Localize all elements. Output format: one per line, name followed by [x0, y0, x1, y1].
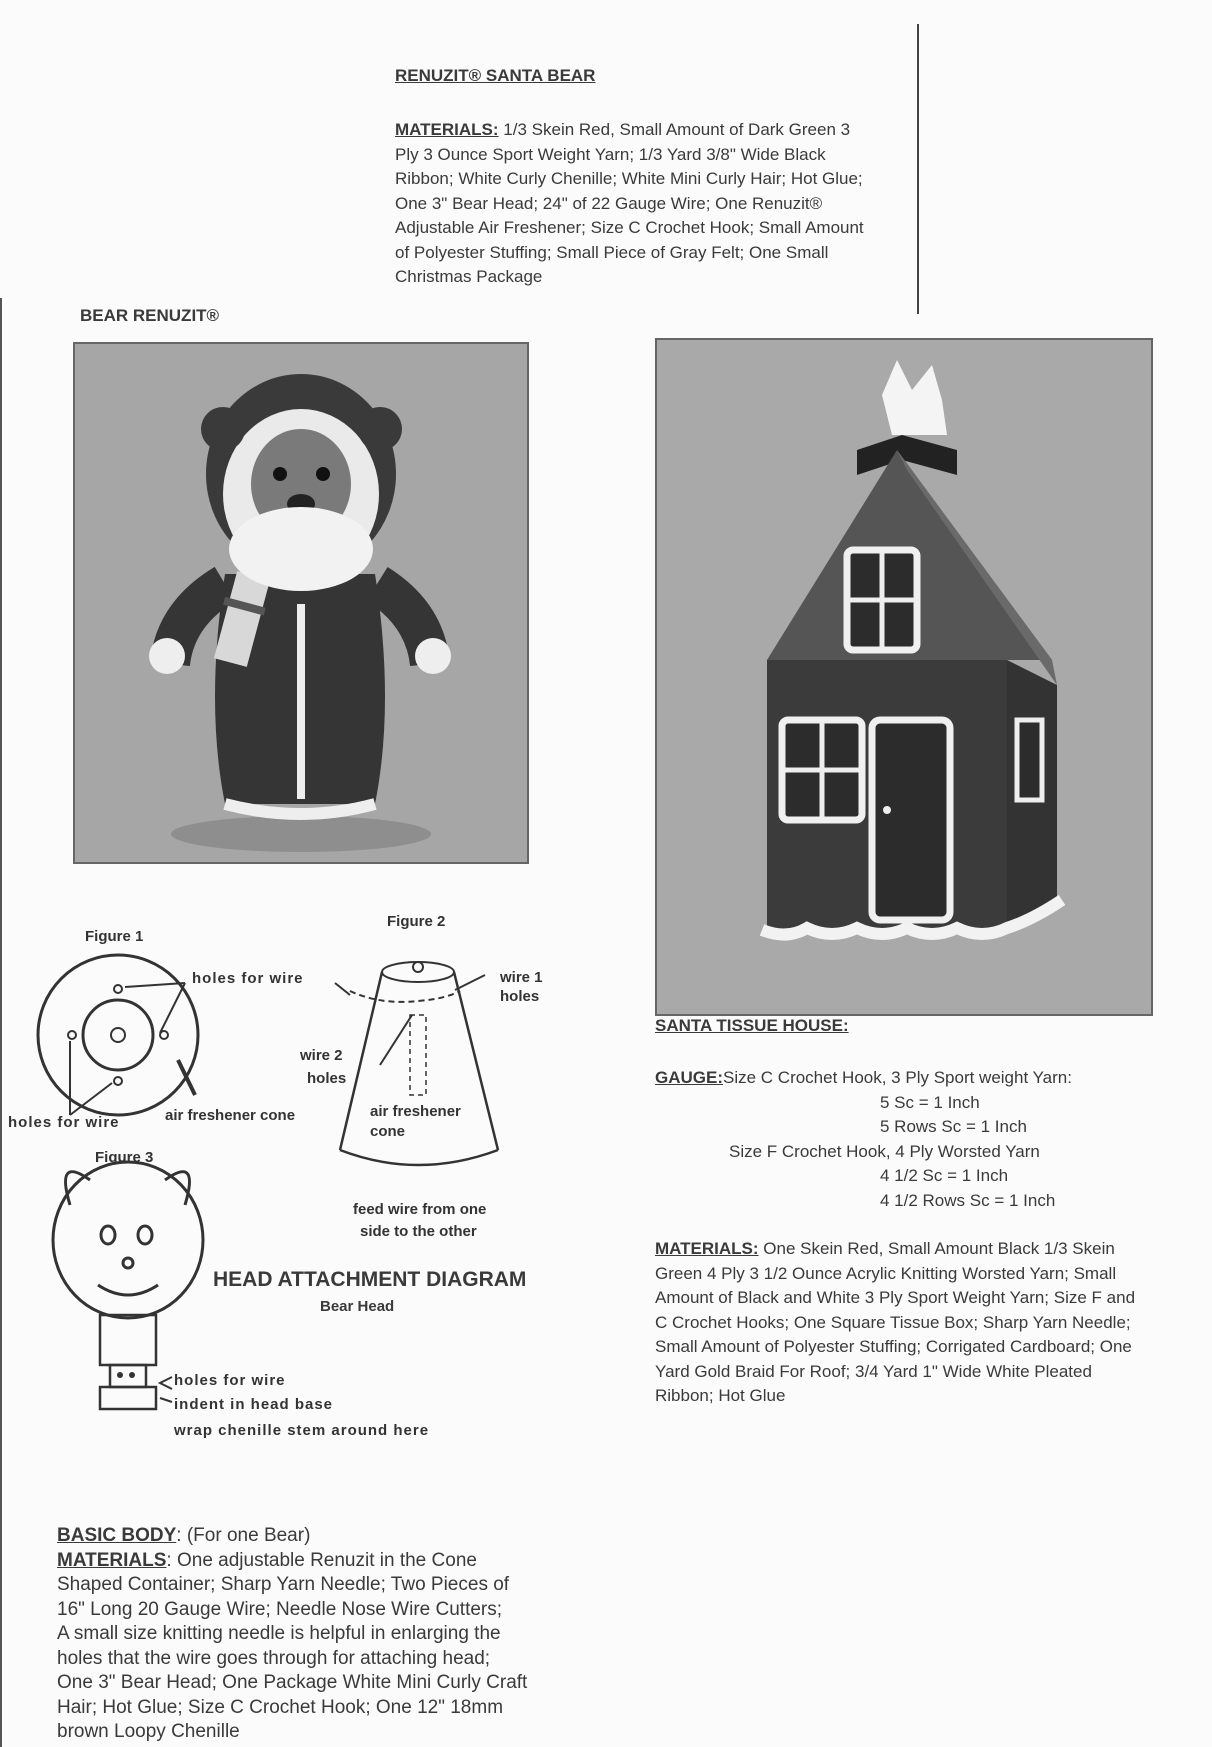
house-illustration	[657, 340, 1151, 1014]
materials-line: Shaped Container; Sharp Yarn Needle; Two Pieces of	[57, 1574, 510, 1595]
feed-wire-label: side to the other	[360, 1223, 477, 1240]
figure1-label: Figure 1	[85, 928, 144, 945]
materials-label: MATERIALS:	[655, 1239, 759, 1258]
materials-line: 16" Long 20 Gauge Wire; Needle Nose Wire Cutters;	[57, 1598, 503, 1620]
wire2-label: wire 2	[300, 1047, 343, 1064]
gauge-line: 4 1/2 Sc = 1 Inch	[880, 1166, 1009, 1185]
materials-line: One 3" Bear Head; 24" of 22 Gauge Wire; One Renuzit®	[395, 193, 823, 213]
feed-wire-label: feed wire from one	[353, 1201, 487, 1218]
gauge-line: 5 Sc = 1 Inch	[880, 1092, 980, 1112]
holes-for-wire-label: holes for wire	[8, 1114, 120, 1131]
materials-line: Christmas Package	[395, 267, 543, 286]
wire2-holes-label: holes	[307, 1070, 347, 1087]
top-materials	[395, 118, 915, 290]
materials-line: Hair; Hot Glue; Size C Crochet Hook; One 12" 18mm	[57, 1696, 504, 1718]
figure3-label: Figure 3	[95, 1149, 154, 1166]
materials-line: A small size knitting needle is helpful in enlarging the	[57, 1623, 501, 1644]
materials-line: Green 4 Ply 3 1/2 Ounce Acrylic Knitting Worsted Yarn; Small	[655, 1263, 1117, 1283]
vertical-divider-top	[917, 24, 919, 314]
diagram-title: HEAD ATTACHMENT DIAGRAM	[213, 1268, 527, 1291]
materials-line: : One adjustable Renuzit in the Cone	[166, 1549, 477, 1571]
cone-label-line: cone	[370, 1123, 406, 1140]
indent-label: indent in head base	[174, 1396, 334, 1413]
materials-line: Ribbon; Hot Glue	[655, 1386, 786, 1405]
gauge-line: Size F Crochet Hook, 4 Ply Worsted Yarn	[729, 1141, 1040, 1161]
gauge-label: GAUGE:	[655, 1068, 723, 1087]
materials-line: 1/3 Skein Red, Small Amount of Dark Green 3	[503, 120, 851, 139]
materials-line: Yard Gold Braid For Roof; 3/4 Yard 1" Wide White Pleated	[655, 1361, 1092, 1381]
bear-photo	[73, 342, 529, 864]
gauge-line: 5 Rows Sc = 1 Inch	[880, 1117, 1027, 1136]
materials-line: Adjustable Air Freshener; Size C Crochet Hook; Small Amount	[395, 218, 864, 237]
wire1-label: wire 1	[500, 969, 543, 986]
gauge-block	[655, 1066, 1072, 1213]
gauge-line: 4 1/2 Rows Sc = 1 Inch	[880, 1190, 1056, 1210]
materials-line: Amount of Black and White 3 Ply Sport Weight Yarn; Size F and	[655, 1288, 1136, 1307]
materials-line: Ribbon; White Curly Chenille; White Mini Curly Hair; Hot Glue;	[395, 169, 863, 188]
cone-label-line: air freshener	[370, 1103, 461, 1120]
air-freshener-cone-label: air freshener cone	[165, 1107, 296, 1124]
wire1-holes-label: holes	[500, 988, 540, 1005]
holes-for-wire-label: holes for wire	[174, 1372, 286, 1389]
materials-line: One Skein Red, Small Amount Black 1/3 Skein	[763, 1239, 1115, 1258]
santa-house-title: SANTA TISSUE HOUSE:	[655, 1016, 849, 1035]
materials-line: One 3" Bear Head; One Package White Mini Curly Craft	[57, 1672, 528, 1693]
materials-label: MATERIALS	[57, 1549, 167, 1571]
figure2-label: Figure 2	[387, 913, 446, 930]
basic-body-block	[57, 1524, 577, 1745]
materials-line: of Polyester Stuffing; Small Piece of Gray Felt; One Small	[395, 242, 829, 262]
materials-label: MATERIALS:	[395, 120, 499, 139]
materials-line: brown Loopy Chenille	[57, 1721, 240, 1742]
house-materials	[655, 1237, 1190, 1409]
materials-line: C Crochet Hooks; One Square Tissue Box; Sharp Yarn Needle;	[655, 1312, 1131, 1332]
page-title: RENUZIT® SANTA BEAR	[395, 66, 596, 85]
basic-body-label: BASIC BODY	[57, 1525, 177, 1546]
bear-illustration	[75, 344, 527, 862]
head-attachment-diagram	[0, 905, 560, 1455]
materials-line: Ply 3 Ounce Sport Weight Yarn; 1/3 Yard 3/8" Wide Black	[395, 144, 826, 164]
materials-line: holes that the wire goes through for attaching head;	[57, 1647, 491, 1669]
holes-for-wire-label: holes for wire	[192, 970, 304, 987]
materials-line: Small Amount of Polyester Stuffing; Corrigated Cardboard; One	[655, 1337, 1132, 1356]
wrap-chenille-label: wrap chenille stem around here	[174, 1422, 430, 1439]
gauge-line: Size C Crochet Hook, 3 Ply Sport weight Yarn:	[723, 1068, 1072, 1087]
house-photo	[655, 338, 1153, 1016]
bear-section-title: BEAR RENUZIT®	[80, 306, 220, 325]
diagram-subtitle: Bear Head	[320, 1298, 395, 1315]
basic-body-subtitle: : (For one Bear)	[176, 1525, 311, 1546]
